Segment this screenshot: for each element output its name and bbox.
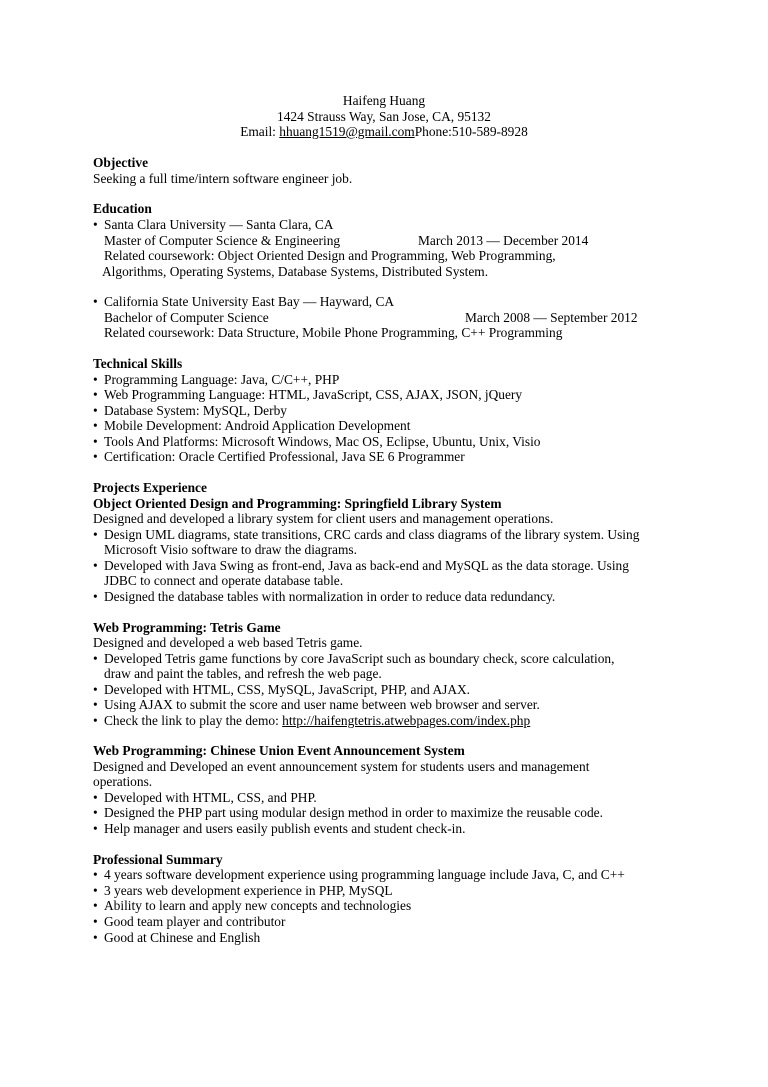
school-1-name: Santa Clara University — Santa Clara, CA bbox=[104, 217, 334, 232]
skill-item: Tools And Platforms: Microsoft Windows, Mac OS, Eclipse, Ubuntu, Unix, Visio bbox=[104, 434, 541, 449]
school-2-coursework: Related coursework: Data Structure, Mobile Phone Programming, C++ Programming bbox=[104, 325, 563, 340]
email-link[interactable]: hhuang1519@gmail.com bbox=[279, 124, 415, 139]
project-3-bullet: Developed with HTML, CSS, and PHP. bbox=[104, 790, 317, 805]
project-3-desc: Designed and Developed an event announcement system for students users and management bbox=[93, 759, 590, 774]
summary-item: 4 years software development experience using programming language include Java, C, and C++ bbox=[104, 867, 625, 882]
project-1-bullet-cont: JDBC to connect and operate database table. bbox=[104, 573, 344, 588]
bullet-icon bbox=[93, 867, 101, 883]
email-label: Email: bbox=[240, 124, 280, 139]
project-2-bullet: Developed Tetris game functions by core JavaScript such as boundary check, score calculation, bbox=[104, 651, 615, 666]
bullet-icon bbox=[93, 387, 101, 403]
project-2-bullet bbox=[104, 713, 530, 729]
project-3-bullet: Designed the PHP part using modular design method in order to maximize the reusable code. bbox=[104, 805, 603, 820]
demo-link[interactable]: http://haifengtetris.atwebpages.com/index.php bbox=[282, 713, 531, 728]
school-2-name: California State University East Bay — Hayward, CA bbox=[104, 294, 395, 309]
bullet-icon bbox=[93, 434, 101, 450]
school-1-coursework-cont: Algorithms, Operating Systems, Database Systems, Distributed System. bbox=[102, 264, 489, 279]
summary-item: Good at Chinese and English bbox=[104, 930, 261, 945]
bullet-icon bbox=[93, 294, 101, 310]
project-1-bullet-cont: Microsoft Visio software to draw the diagrams. bbox=[104, 542, 357, 557]
bullet-icon bbox=[93, 217, 101, 233]
skills-title: Technical Skills bbox=[93, 356, 183, 371]
bullet-icon bbox=[93, 697, 101, 713]
project-1-bullet: Developed with Java Swing as front-end, Java as back-end and MySQL as the data storage. Using bbox=[104, 558, 629, 573]
address-line: 1424 Strauss Way, San Jose, CA, 95132 bbox=[277, 109, 491, 124]
bullet-icon bbox=[93, 403, 101, 419]
project-1-bullet: Designed the database tables with normalization in order to reduce data redundancy. bbox=[104, 589, 556, 604]
school-2-dates: March 2008 — September 2012 bbox=[465, 310, 638, 325]
project-2-desc: Designed and developed a web based Tetris game. bbox=[93, 635, 363, 650]
phone-text: Phone:510-589-8928 bbox=[414, 124, 528, 139]
bullet-icon bbox=[93, 372, 101, 388]
summary-item: 3 years web development experience in PHP, MySQL bbox=[104, 883, 393, 898]
school-1-dates: March 2013 — December 2014 bbox=[418, 233, 589, 248]
project-2-bullet-cont: draw and paint the tables, and refresh the web page. bbox=[104, 666, 382, 681]
name-heading: Haifeng Huang bbox=[342, 93, 426, 108]
bullet-icon bbox=[93, 558, 101, 574]
bullet-icon bbox=[93, 898, 101, 914]
demo-label: Check the link to play the demo: bbox=[104, 713, 283, 728]
objective-title: Objective bbox=[93, 155, 149, 170]
bullet-icon bbox=[93, 805, 101, 821]
bullet-icon bbox=[93, 790, 101, 806]
education-title: Education bbox=[93, 201, 152, 216]
summary-item: Ability to learn and apply new concepts and technologies bbox=[104, 898, 412, 913]
bullet-icon bbox=[93, 930, 101, 946]
bullet-icon bbox=[93, 713, 101, 729]
project-2-title: Web Programming: Tetris Game bbox=[93, 620, 281, 635]
bullet-icon bbox=[93, 527, 101, 543]
project-3-title: Web Programming: Chinese Union Event Announcement System bbox=[93, 743, 465, 758]
project-1-bullet: Design UML diagrams, state transitions, CRC cards and class diagrams of the library system. Using bbox=[104, 527, 640, 542]
skill-item: Programming Language: Java, C/C++, PHP bbox=[104, 372, 340, 387]
project-2-bullet: Developed with HTML, CSS, MySQL, JavaScript, PHP, and AJAX. bbox=[104, 682, 471, 697]
school-1-degree: Master of Computer Science & Engineering bbox=[104, 233, 341, 248]
school-2-degree: Bachelor of Computer Science bbox=[104, 310, 269, 325]
project-1-desc: Designed and developed a library system for client users and management operations. bbox=[93, 511, 554, 526]
project-3-bullet: Help manager and users easily publish events and student check-in. bbox=[104, 821, 466, 836]
bullet-icon bbox=[93, 651, 101, 667]
school-1-coursework: Related coursework: Object Oriented Design and Programming, Web Programming, bbox=[104, 248, 556, 263]
skill-item: Certification: Oracle Certified Professional, Java SE 6 Programmer bbox=[104, 449, 465, 464]
projects-title: Projects Experience bbox=[93, 480, 207, 495]
project-1-title: Object Oriented Design and Programming: Springfield Library System bbox=[93, 496, 502, 511]
skill-item: Mobile Development: Android Application Development bbox=[104, 418, 411, 433]
bullet-icon bbox=[93, 418, 101, 434]
skill-item: Web Programming Language: HTML, JavaScript, CSS, AJAX, JSON, jQuery bbox=[104, 387, 523, 402]
project-2-bullet: Using AJAX to submit the score and user name between web browser and server. bbox=[104, 697, 540, 712]
project-3-desc-cont: operations. bbox=[93, 774, 153, 789]
bullet-icon bbox=[93, 449, 101, 465]
summary-item: Good team player and contributor bbox=[104, 914, 286, 929]
bullet-icon bbox=[93, 914, 101, 930]
bullet-icon bbox=[93, 589, 101, 605]
contact-line bbox=[0, 124, 768, 140]
skill-item: Database System: MySQL, Derby bbox=[104, 403, 287, 418]
summary-title: Professional Summary bbox=[93, 852, 223, 867]
bullet-icon bbox=[93, 883, 101, 899]
objective-text: Seeking a full time/intern software engineer job. bbox=[93, 171, 353, 186]
bullet-icon bbox=[93, 821, 101, 837]
bullet-icon bbox=[93, 682, 101, 698]
